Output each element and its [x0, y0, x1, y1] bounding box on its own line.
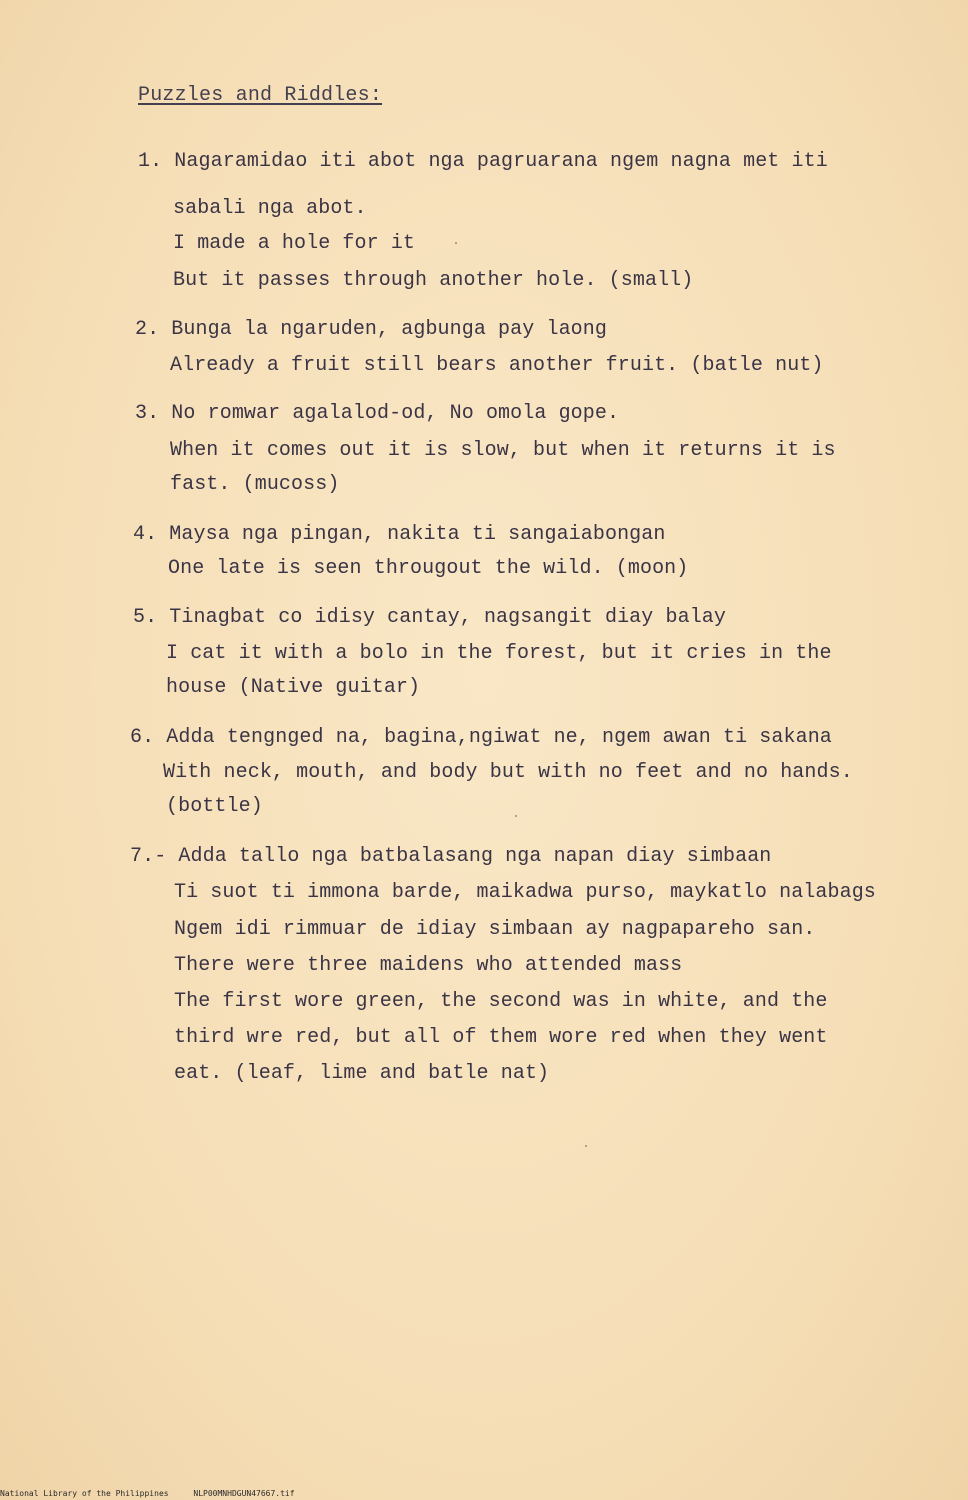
- paper-speck: [515, 815, 517, 817]
- riddle-2-line-1: 2. Bunga la ngaruden, agbunga pay laong: [135, 318, 607, 341]
- riddle-7-line-1: 7.- Adda tallo nga batbalasang nga napan diay simbaan: [130, 845, 772, 868]
- riddle-6-line-2: With neck, mouth, and body but with no feet and no hands.: [163, 761, 853, 784]
- riddle-7-line-6: third wre red, but all of them wore red when they went: [174, 1026, 828, 1049]
- paper-speck: [455, 242, 457, 244]
- riddle-3-line-1: 3. No romwar agalalod-od, No omola gope.: [135, 402, 620, 425]
- riddle-2-line-2: Already a fruit still bears another fruit. (batle nut): [170, 354, 824, 377]
- riddle-5-line-1: 5. Tinagbat co idisy cantay, nagsangit diay balay: [133, 606, 726, 629]
- riddle-1-line-1: 1. Nagaramidao iti abot nga pagruarana ngem nagna met iti: [138, 150, 828, 173]
- library-credit: National Library of the Philippines: [0, 1489, 169, 1498]
- riddle-7-line-3: Ngem idi rimmuar de idiay simbaan ay nagpapareho san.: [174, 918, 816, 941]
- riddle-1-line-2: sabali nga abot.: [173, 197, 367, 220]
- riddle-7-line-5: The first wore green, the second was in white, and the: [174, 990, 828, 1013]
- riddle-7-line-4: There were three maidens who attended mass: [174, 954, 683, 977]
- riddle-3-line-3: fast. (mucoss): [170, 473, 340, 496]
- riddle-5-line-2: I cat it with a bolo in the forest, but it cries in the: [166, 642, 832, 665]
- riddle-7-line-2: Ti suot ti immona barde, maikadwa purso, maykatlo nalabags: [174, 881, 876, 904]
- riddle-1-line-4: But it passes through another hole. (small): [173, 269, 694, 292]
- riddle-4-line-2: One late is seen througout the wild. (moon): [168, 557, 689, 580]
- paper-speck: [585, 1145, 587, 1147]
- scan-filename: NLP00MNHDGUN47667.tif: [193, 1489, 295, 1498]
- riddle-7-line-7: eat. (leaf, lime and batle nat): [174, 1062, 550, 1085]
- riddle-3-line-2: When it comes out it is slow, but when it returns it is: [170, 439, 836, 462]
- riddle-5-line-3: house (Native guitar): [166, 676, 421, 699]
- scan-footer: [0, 1489, 315, 1498]
- riddle-1-line-3: I made a hole for it: [173, 232, 416, 255]
- riddle-6-line-3: (bottle): [166, 795, 263, 818]
- riddle-4-line-1: 4. Maysa nga pingan, nakita ti sangaiabongan: [133, 523, 666, 546]
- page-title: Puzzles and Riddles:: [138, 84, 383, 107]
- riddle-6-line-1: 6. Adda tengnged na, bagina,ngiwat ne, ngem awan ti sakana: [130, 726, 832, 749]
